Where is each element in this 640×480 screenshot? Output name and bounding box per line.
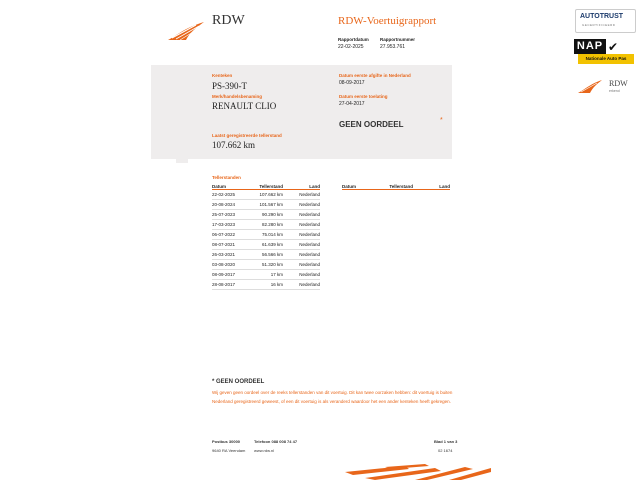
report-date-label: Rapportdatum: [338, 37, 369, 42]
rdw-erkend-subtitle: erkend: [609, 89, 620, 93]
rdw-logo-icon: [166, 20, 206, 42]
report-number: 27.953.761: [380, 44, 406, 50]
cell-country: Nederland: [299, 202, 320, 207]
cell-country: Nederland: [299, 272, 320, 277]
cell-country: Nederland: [299, 262, 320, 267]
rdw-erkend-logo-icon: [577, 79, 603, 94]
table-row: [212, 240, 320, 250]
footer-page-number: Blad 1 van 3: [434, 439, 458, 444]
autotrust-subtitle: GECERTIFICEERD: [582, 23, 616, 27]
cell-country: Nederland: [299, 242, 320, 247]
cell-country: Nederland: [299, 222, 320, 227]
table-header: [342, 182, 450, 190]
cell-country: Nederland: [299, 232, 320, 237]
plate-label: Kenteken: [212, 73, 233, 78]
first-nl-value: 08-09-2017: [339, 80, 365, 86]
cell-odometer: 90.290 km: [261, 212, 283, 217]
rdw-erkend-name: RDW: [609, 79, 628, 88]
cell-country: Nederland: [299, 192, 320, 197]
first-admission-label: Datum eerste toelating: [339, 94, 388, 99]
cell-odometer: 82.280 km: [261, 222, 283, 227]
table-header: [212, 182, 320, 190]
verdict-asterisk: *: [440, 117, 443, 124]
footer-address-line1: Postbus 30000: [212, 439, 241, 444]
cell-date: 06-07-2022: [212, 232, 236, 237]
note-title: * GEEN OORDEEL: [212, 379, 265, 385]
nap-logo: NAP: [574, 39, 606, 54]
cell-date: 22-02-2025: [212, 192, 236, 197]
column-date: Datum: [342, 184, 357, 189]
nap-subtitle: Nationale Auto Pas: [578, 54, 634, 64]
table-row: [212, 280, 320, 290]
cell-date: 28-08-2017: [212, 282, 236, 287]
cell-country: Nederland: [299, 252, 320, 257]
report-date: 22-02-2025: [338, 44, 364, 50]
table-row: [212, 220, 320, 230]
last-odometer-label: Laatst geregistreerde tellerstand: [212, 133, 282, 138]
first-admission-value: 27-04-2017: [339, 101, 365, 107]
first-nl-label: Datum eerste afgifte in Nederland: [339, 73, 411, 78]
model-label: Merk/handelsbenaming: [212, 94, 263, 99]
footer-code: 02 1674: [438, 448, 453, 453]
cell-country: Nederland: [299, 282, 320, 287]
readings-title: Tellerstanden: [212, 175, 241, 180]
cell-odometer: 51.320 km: [261, 262, 283, 267]
table-row: [212, 200, 320, 210]
check-icon: ✔: [608, 40, 619, 54]
table-row: [212, 250, 320, 260]
cell-odometer: 107.662 km: [259, 192, 283, 197]
cell-date: 17-03-2023: [212, 222, 236, 227]
footer-website-link[interactable]: www.rdw.nl: [254, 448, 275, 453]
cell-odometer: 61.639 km: [261, 242, 283, 247]
cell-odometer: 75.014 km: [261, 232, 283, 237]
summary-panel: [151, 65, 452, 159]
readings-table-left: [212, 182, 320, 290]
cell-date: 26-03-2021: [212, 252, 236, 257]
cell-odometer: 16 km: [270, 282, 283, 287]
column-odometer: Tellerstand: [389, 184, 413, 189]
cell-date: 25-07-2023: [212, 212, 236, 217]
model-value: RENAULT CLIO: [212, 101, 277, 111]
cell-odometer: 56.566 km: [261, 252, 283, 257]
autotrust-name: AUTOTRUST: [580, 13, 624, 20]
cell-odometer: 17 km: [270, 272, 283, 277]
footer-phone: Telefoon 088 008 74 47: [254, 439, 298, 444]
cell-date: 08-07-2021: [212, 242, 236, 247]
column-country: Land: [309, 184, 320, 189]
report-number-label: Rapportnummer: [380, 37, 416, 42]
table-row: [212, 190, 320, 200]
cell-country: Nederland: [299, 212, 320, 217]
table-row: [212, 270, 320, 280]
cell-date: 08-09-2017: [212, 272, 236, 277]
column-odometer: Tellerstand: [259, 184, 283, 189]
footer-address-line2: 9640 RA Veendam: [212, 448, 246, 453]
column-date: Datum: [212, 184, 227, 189]
cell-odometer: 101.567 km: [259, 202, 283, 207]
cell-date: 20-08-2024: [212, 202, 236, 207]
autotrust-badge: [575, 9, 636, 33]
summary-panel-notch: [176, 159, 188, 163]
column-country: Land: [439, 184, 450, 189]
table-row: [212, 210, 320, 220]
brand-name: RDW: [212, 13, 245, 28]
plate-value: PS-390-T: [212, 81, 248, 91]
verdict: GEEN OORDEEL: [339, 120, 404, 129]
footer-stripes-icon: [345, 464, 491, 480]
cell-date: 03-08-2020: [212, 262, 236, 267]
table-row: [212, 230, 320, 240]
table-row: [212, 260, 320, 270]
note-text: Wij geven geen oordeel over de reeks tellerstanden van dit voertuig. Dit kan twee oorzaken hebben: dit voertuig is buiten Nederland geregistreerd geweest, of een dit voertuig is als veranderd waardoor het een ander kenteken heeft gekregen.: [212, 390, 453, 404]
report-title: RDW-Voertuigrapport: [338, 15, 437, 27]
last-odometer-value: 107.662 km: [212, 140, 256, 150]
readings-table-right: [342, 182, 450, 190]
